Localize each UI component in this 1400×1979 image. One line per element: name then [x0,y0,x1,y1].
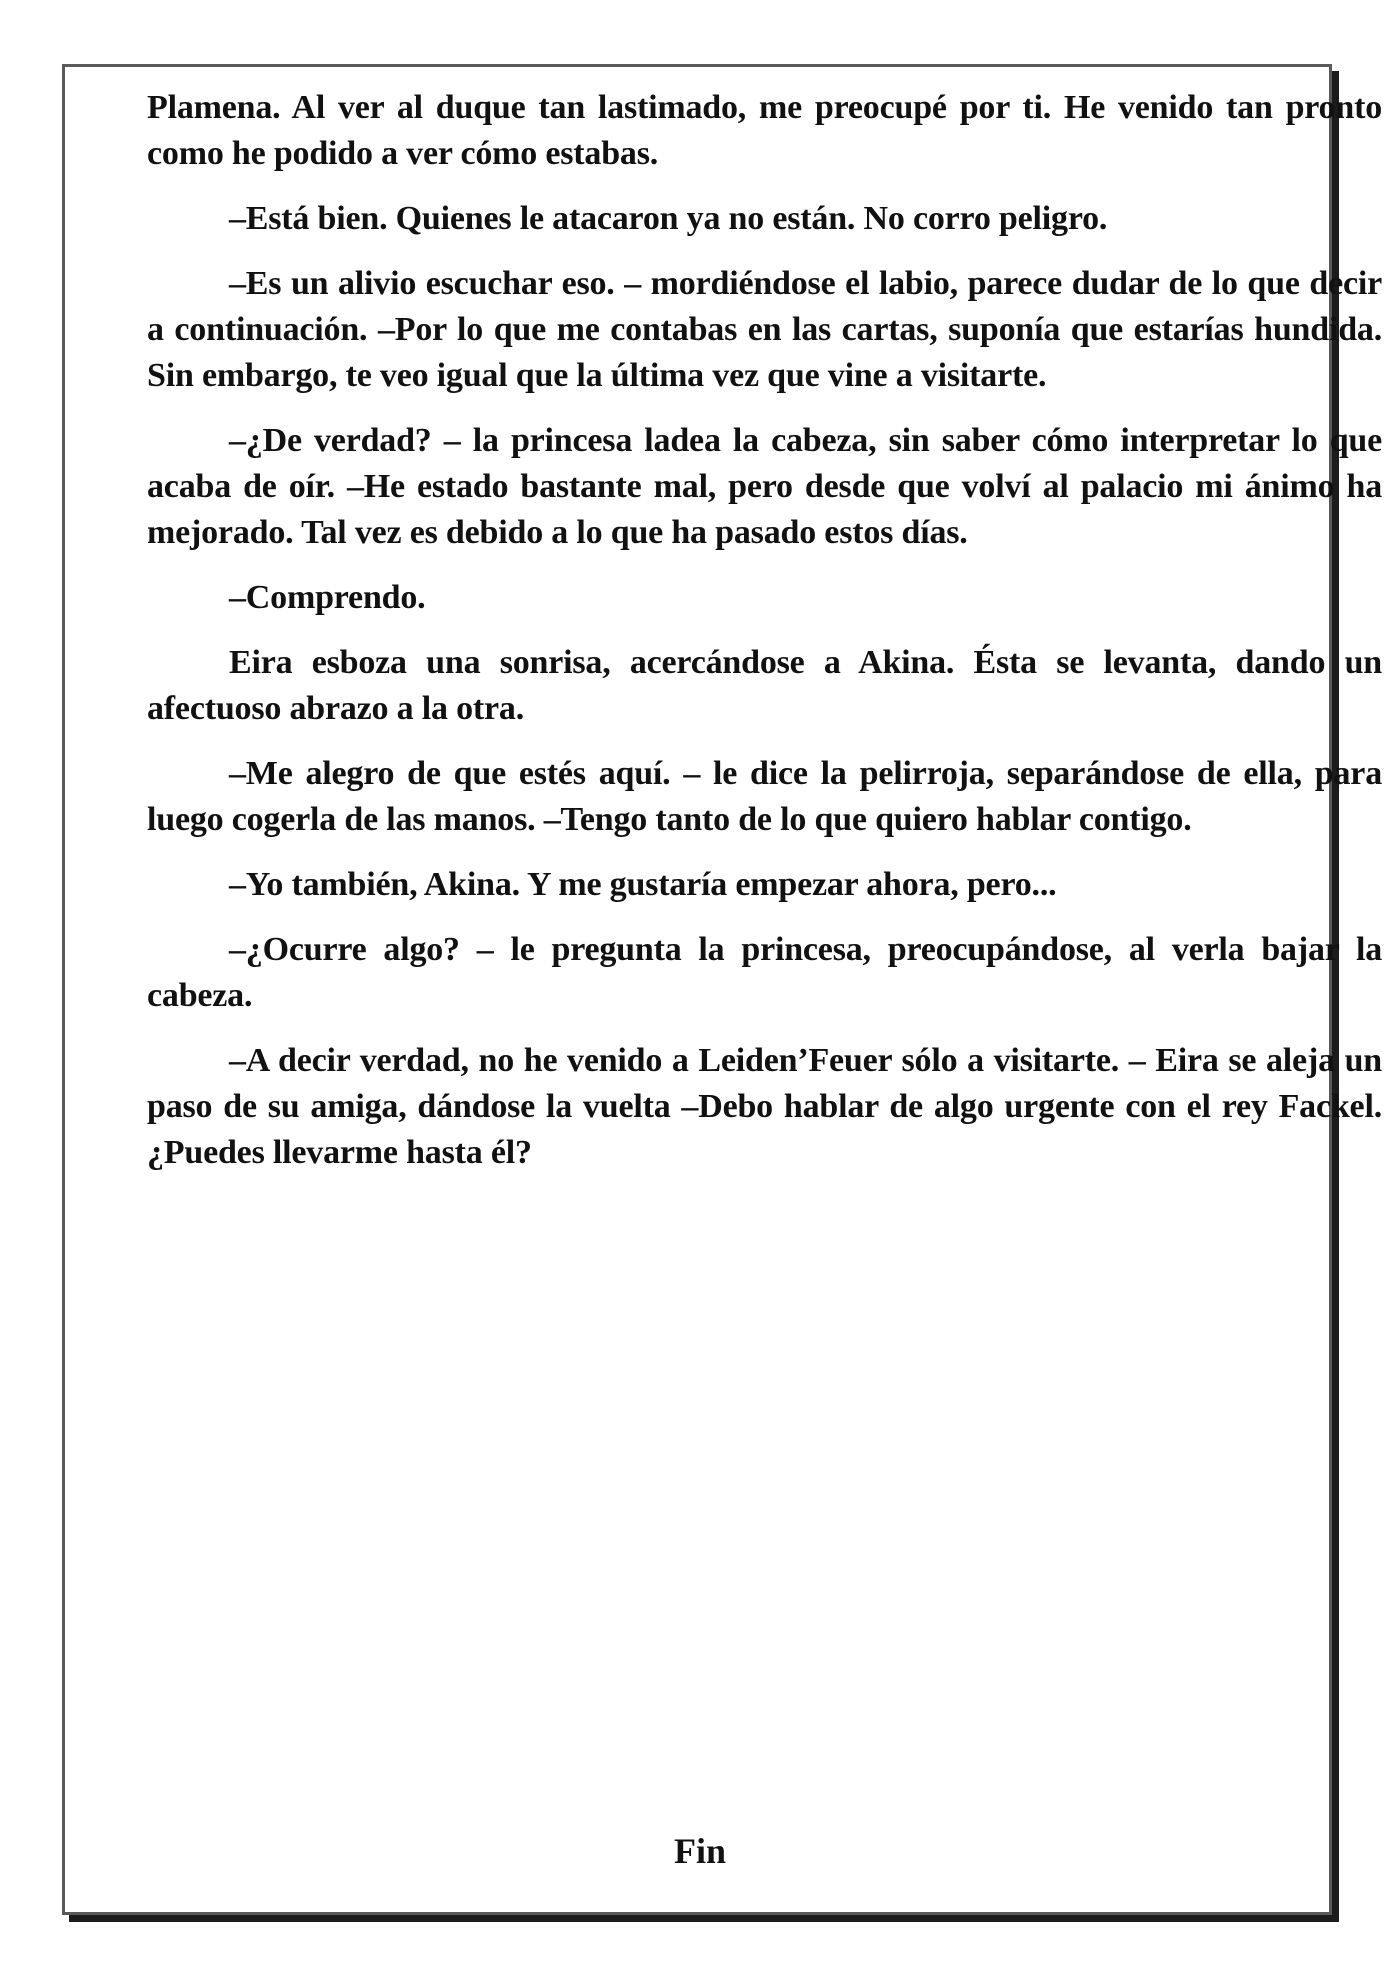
paragraph: –Comprendo. [229,579,426,616]
paragraph: –Es un alivio escuchar eso. – mordiéndose el labio, parece dudar de lo que decir a continuación. –Por lo que me contabas en las cartas, suponía que estarías hundida. Sin embargo, te veo igual que la última vez que vine a visitarte. [147,265,1382,394]
document-body [147,85,1382,1195]
paragraph: Plamena. Al ver al duque tan lastimado, me preocupé por ti. He venido tan pronto como he podido a ver cómo estabas. [147,89,1382,172]
paragraph: –A decir verdad, no he venido a Leiden’Feuer sólo a visitarte. – Eira se aleja un paso de su amiga, dándose la vuelta –Debo hablar de algo urgente con el rey Fackel. ¿Puedes llevarme hasta él? [147,1042,1382,1171]
end-marker: Fin [673,1831,726,1871]
page-frame [62,64,1382,1915]
paragraph: –¿Ocurre algo? – le pregunta la princesa, preocupándose, al verla bajar la cabeza. [147,931,1382,1014]
paragraph: –Yo también, Akina. Y me gustaría empezar ahora, pero... [229,866,1057,903]
paragraph: –¿De verdad? – la princesa ladea la cabeza, sin saber cómo interpretar lo que acaba de oír. –He estado bastante mal, pero desde que volví al palacio mi ánimo ha mejorado. Tal vez es debido a lo que ha pasado estos días. [147,422,1382,551]
paragraph: –Me alegro de que estés aquí. – le dice la pelirroja, separándose de ella, para luego cogerla de las manos. –Tengo tanto de lo que quiero hablar contigo. [147,755,1382,838]
paragraph: Eira esboza una sonrisa, acercándose a Akina. Ésta se levanta, dando un afectuoso abrazo a la otra. [147,644,1382,727]
paragraph: –Está bien. Quienes le atacaron ya no están. No corro peligro. [229,200,1108,237]
